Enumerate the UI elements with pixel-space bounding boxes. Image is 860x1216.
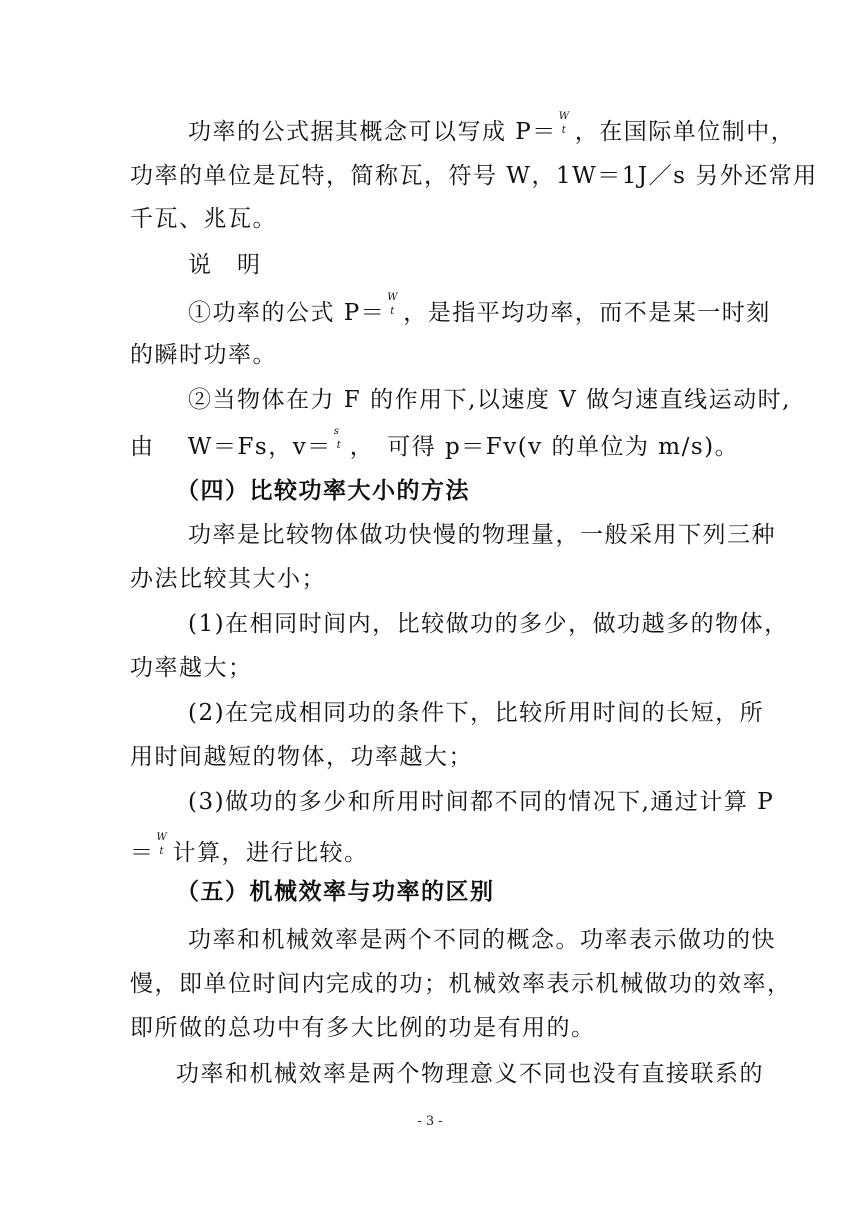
paragraph-line	[130, 1013, 740, 1043]
fraction-s-over-t	[333, 426, 348, 462]
paragraph-line	[130, 742, 740, 772]
paragraph-line	[176, 1059, 764, 1089]
paragraph-line	[130, 340, 740, 370]
fraction-denominator: t	[390, 306, 395, 317]
text-run: ②当物体在力 F 的作用下,以速度 V 做匀速直线运动时,	[188, 387, 791, 413]
text-run: (3)做功的多少和所用时间都不同的情况下,通过计算 P	[188, 789, 775, 815]
text-run: 即所做的总功中有多大比例的功是有用的。	[130, 1015, 596, 1041]
paragraph-line	[188, 925, 776, 955]
text-run: ①功率的公式 P＝	[188, 300, 386, 326]
fraction-numerator: W	[387, 292, 398, 303]
paragraph-line	[130, 426, 740, 462]
fraction-w-over-t	[156, 832, 171, 868]
fraction-denominator: t	[561, 125, 566, 136]
text-run: （五）机械效率与功率的区别	[176, 879, 495, 905]
paragraph-line	[188, 111, 796, 147]
text-run: ＝	[130, 840, 155, 866]
text-run: (1)在相同时间内，比较做功的多少，做功越多的物体，	[188, 611, 789, 637]
paragraph-line	[188, 385, 791, 415]
section-heading-4	[176, 476, 786, 506]
text-run: 慢，即单位时间内完成的功；机械效率表示机械做功的效率，	[130, 971, 792, 997]
text-run: 功率是比较物体做功快慢的物理量，一般采用下列三种	[188, 522, 776, 548]
fraction-numerator: s	[333, 426, 339, 437]
text-run: ，是指平均功率，而不是某一时刻	[403, 300, 771, 326]
text-run: 由 W＝Fs，v＝	[130, 434, 332, 460]
text-run: 千瓦、兆瓦。	[130, 206, 277, 232]
paragraph-line	[130, 832, 740, 868]
fraction-w-over-t	[387, 292, 401, 328]
paragraph-line	[130, 564, 740, 594]
fraction-numerator: W	[558, 111, 570, 122]
paragraph-line	[188, 292, 771, 328]
text-run: ，在国际单位制中，	[574, 119, 796, 145]
text-run: 功率和机械效率是两个物理意义不同也没有直接联系的	[176, 1061, 764, 1087]
paragraph-line	[188, 698, 765, 728]
text-run: 办法比较其大小；	[130, 566, 326, 592]
fraction-denominator: t	[159, 846, 164, 857]
text-run: 计算，进行比较。	[172, 840, 369, 866]
text-run: ， 可得 p＝Fv(v 的单位为 m/s)。	[349, 434, 740, 460]
paragraph-line	[188, 520, 776, 550]
text-run: 功率的单位是瓦特，简称瓦，符号 W，1W＝1J／s 另外还常用	[130, 163, 818, 189]
text-run: 说 明	[188, 252, 262, 278]
paragraph-line	[188, 609, 789, 639]
text-run: 功率的公式据其概念可以写成 P＝	[188, 119, 557, 145]
fraction-denominator: t	[336, 440, 341, 451]
note-heading	[188, 250, 740, 280]
fraction-w-over-t	[558, 111, 573, 147]
paragraph-line	[130, 653, 740, 683]
paragraph-line	[188, 787, 775, 817]
text-run: （四）比较功率大小的方法	[176, 478, 470, 504]
fraction-numerator: W	[156, 832, 167, 843]
paragraph-line	[130, 161, 818, 191]
text-run: (2)在完成相同功的条件下，比较所用时间的长短，所	[188, 700, 765, 726]
text-run: 用时间越短的物体，功率越大；	[130, 744, 473, 770]
text-run: 的瞬时功率。	[130, 342, 277, 368]
section-heading-5	[176, 877, 786, 907]
text-run: 功率和机械效率是两个不同的概念。功率表示做功的快	[188, 927, 776, 953]
text-run: 功率越大；	[130, 655, 253, 681]
paragraph-line	[130, 969, 792, 999]
paragraph-line	[130, 204, 740, 234]
page-number: - 3 -	[417, 1114, 443, 1129]
